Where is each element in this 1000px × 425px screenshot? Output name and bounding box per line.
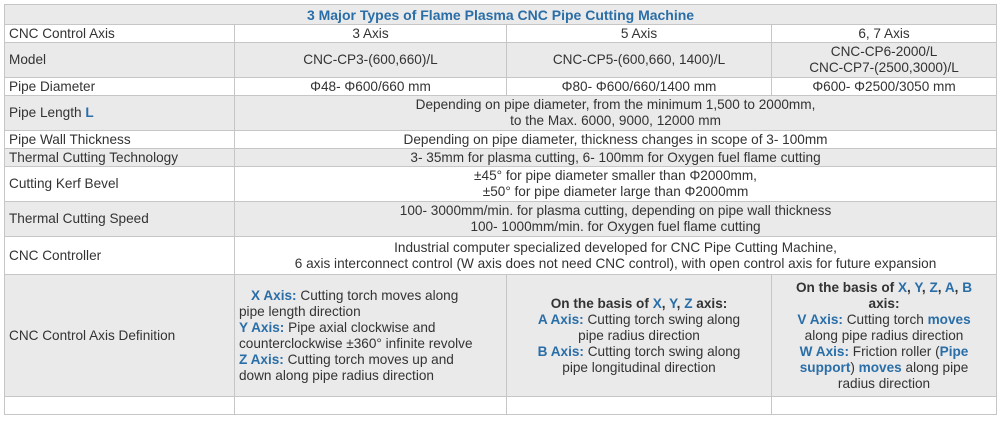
table-row: [5, 275, 997, 397]
w-axis-text-4: radius direction: [837, 375, 931, 391]
w-axis-moves: moves: [858, 359, 902, 375]
row-label-tech: Thermal Cutting Technology: [5, 149, 235, 167]
tech-value: 3- 35mm for plasma cutting, 6- 100mm for Oxygen fuel flame cutting: [235, 149, 997, 167]
w-axis-text-1: Friction roller (: [852, 343, 940, 359]
length-label-letter: L: [85, 105, 94, 120]
table-row: [5, 96, 997, 131]
w-axis-text-2: ): [850, 359, 855, 375]
b-axis-text-1: Cutting torch swing along: [587, 343, 741, 359]
z-axis-def: [239, 352, 502, 368]
diameter-3: Φ600- Φ2500/3050 mm: [772, 78, 997, 96]
table-row: [5, 131, 997, 149]
axis-5: 5 Axis: [507, 25, 772, 43]
def5-z: Z: [684, 295, 693, 311]
a-axis-text-2: pipe radius direction: [578, 327, 700, 343]
w-axis-support: support: [799, 359, 851, 375]
row-label-length: [5, 96, 235, 131]
y-axis-text-2: counterclockwise ±360° infinite revolve: [239, 335, 473, 351]
length-line-1: Depending on pipe diameter, from the minimum 1,500 to 2000mm,: [415, 97, 816, 112]
v-axis-text-2: along pipe radius direction: [804, 327, 964, 343]
speed-value: [235, 202, 997, 237]
b-axis-text-2: pipe longitudinal direction: [562, 359, 716, 375]
definition-5-axis: [507, 275, 772, 397]
def67-axis: axis:: [868, 295, 900, 311]
length-line-2: to the Max. 6000, 9000, 12000 mm: [510, 113, 721, 128]
y-axis-key: Y Axis:: [239, 319, 285, 335]
length-value: [235, 96, 997, 131]
def5-sep-2: ,: [676, 295, 681, 311]
def5-intro: [511, 296, 767, 312]
def67-x: X: [897, 279, 908, 295]
definition-3-axis: [235, 275, 507, 397]
b-axis-def: [511, 344, 767, 360]
table-row: [5, 25, 997, 43]
def5-axis: axis:: [696, 295, 728, 311]
a-axis-text-1: Cutting torch swing along: [587, 311, 741, 327]
v-axis-text-1: Cutting torch: [846, 311, 924, 327]
model-cp6: CNC-CP6-2000/L: [830, 44, 938, 59]
def67-a: A: [944, 279, 955, 295]
w-axis-def: [776, 344, 992, 360]
controller-line-2: 6 axis interconnect control (W axis does not need CNC control), with open control axis for future expansion: [294, 255, 937, 271]
bevel-line-1: ±45° for pipe diameter smaller than Φ2000mm,: [474, 168, 757, 183]
empty-cell: [507, 397, 772, 415]
definition-6-7-axis: [772, 275, 997, 397]
x-axis-text-1: Cutting torch moves along: [300, 287, 459, 303]
model-cp3: CNC-CP3-(600,660)/L: [235, 43, 507, 78]
spec-table: [4, 4, 997, 415]
row-label-model: Model: [5, 43, 235, 78]
controller-line-1: Industrial computer specialized developed for CNC Pipe Cutting Machine,: [394, 239, 837, 255]
row-label-diameter: Pipe Diameter: [5, 78, 235, 96]
v-axis-key: V Axis:: [797, 311, 843, 327]
z-axis-key: Z Axis:: [239, 351, 284, 367]
def67-sep-4: ,: [954, 279, 959, 295]
y-axis-def: [239, 320, 502, 336]
def5-sep-1: ,: [661, 295, 666, 311]
x-axis-key: X Axis:: [251, 287, 297, 303]
model-cp5: CNC-CP5-(600,660, 1400)/L: [507, 43, 772, 78]
row-label-speed: Thermal Cutting Speed: [5, 202, 235, 237]
z-axis-text-2: down along pipe radius direction: [239, 367, 434, 383]
v-axis-def: [776, 312, 992, 328]
def67-z: Z: [929, 279, 938, 295]
table-row: [5, 202, 997, 237]
def67-sep-2: ,: [921, 279, 926, 295]
row-label-bevel: Cutting Kerf Bevel: [5, 167, 235, 202]
model-cp6-cp7: [772, 43, 997, 78]
table-row: [5, 167, 997, 202]
def5-y: Y: [669, 295, 677, 311]
w-axis-pipe: Pipe: [939, 343, 969, 359]
def67-y: Y: [914, 279, 922, 295]
z-axis-text-1: Cutting torch moves up and: [287, 351, 454, 367]
x-axis-def: [239, 288, 502, 304]
def67-intro-text: On the basis of: [795, 279, 895, 295]
axis-3: 3 Axis: [235, 25, 507, 43]
row-label-definition: CNC Control Axis Definition: [5, 275, 235, 397]
speed-line-2: 100- 1000mm/min. for Oxygen fuel flame cutting: [470, 219, 761, 234]
empty-cell: [235, 397, 507, 415]
diameter-2: Φ80- Φ600/660/1400 mm: [507, 78, 772, 96]
axis-6-7: 6, 7 Axis: [772, 25, 997, 43]
a-axis-key: A Axis:: [537, 311, 584, 327]
table-row: [5, 149, 997, 167]
bevel-value: [235, 167, 997, 202]
def67-intro: [776, 280, 992, 296]
row-label-controller: CNC Controller: [5, 237, 235, 275]
model-cp7: CNC-CP7-(2500,3000)/L: [809, 60, 959, 75]
length-label-text: Pipe Length: [9, 105, 82, 120]
row-label-axis: CNC Control Axis: [5, 25, 235, 43]
controller-value: [235, 237, 997, 275]
table-row: [5, 237, 997, 275]
empty-cell: [5, 397, 235, 415]
def67-sep-1: ,: [907, 279, 911, 295]
table-row: [5, 43, 997, 78]
w-axis-key: W Axis:: [799, 343, 849, 359]
table-row: [5, 78, 997, 96]
w-axis-text-3: along pipe: [905, 359, 969, 375]
def67-b: B: [962, 279, 973, 295]
def5-intro-text: On the basis of: [550, 295, 649, 311]
table-row-empty: [5, 397, 997, 415]
b-axis-key: B Axis:: [537, 343, 584, 359]
bevel-line-2: ±50° for pipe diameter large than Φ2000mm: [482, 184, 749, 199]
v-axis-moves: moves: [927, 311, 971, 327]
table-title: 3 Major Types of Flame Plasma CNC Pipe Cutting Machine: [5, 5, 997, 25]
wall-value: Depending on pipe diameter, thickness changes in scope of 3- 100mm: [235, 131, 997, 149]
speed-line-1: 100- 3000mm/min. for plasma cutting, depending on pipe wall thickness: [399, 203, 832, 218]
diameter-1: Φ48- Φ600/660 mm: [235, 78, 507, 96]
w-axis-def-2: [776, 360, 992, 376]
empty-cell: [772, 397, 997, 415]
a-axis-def: [511, 312, 767, 328]
y-axis-text-1: Pipe axial clockwise and: [288, 319, 436, 335]
def67-sep-3: ,: [937, 279, 942, 295]
def5-x: X: [652, 295, 662, 311]
row-label-wall: Pipe Wall Thickness: [5, 131, 235, 149]
x-axis-text-2: pipe length direction: [239, 303, 361, 319]
